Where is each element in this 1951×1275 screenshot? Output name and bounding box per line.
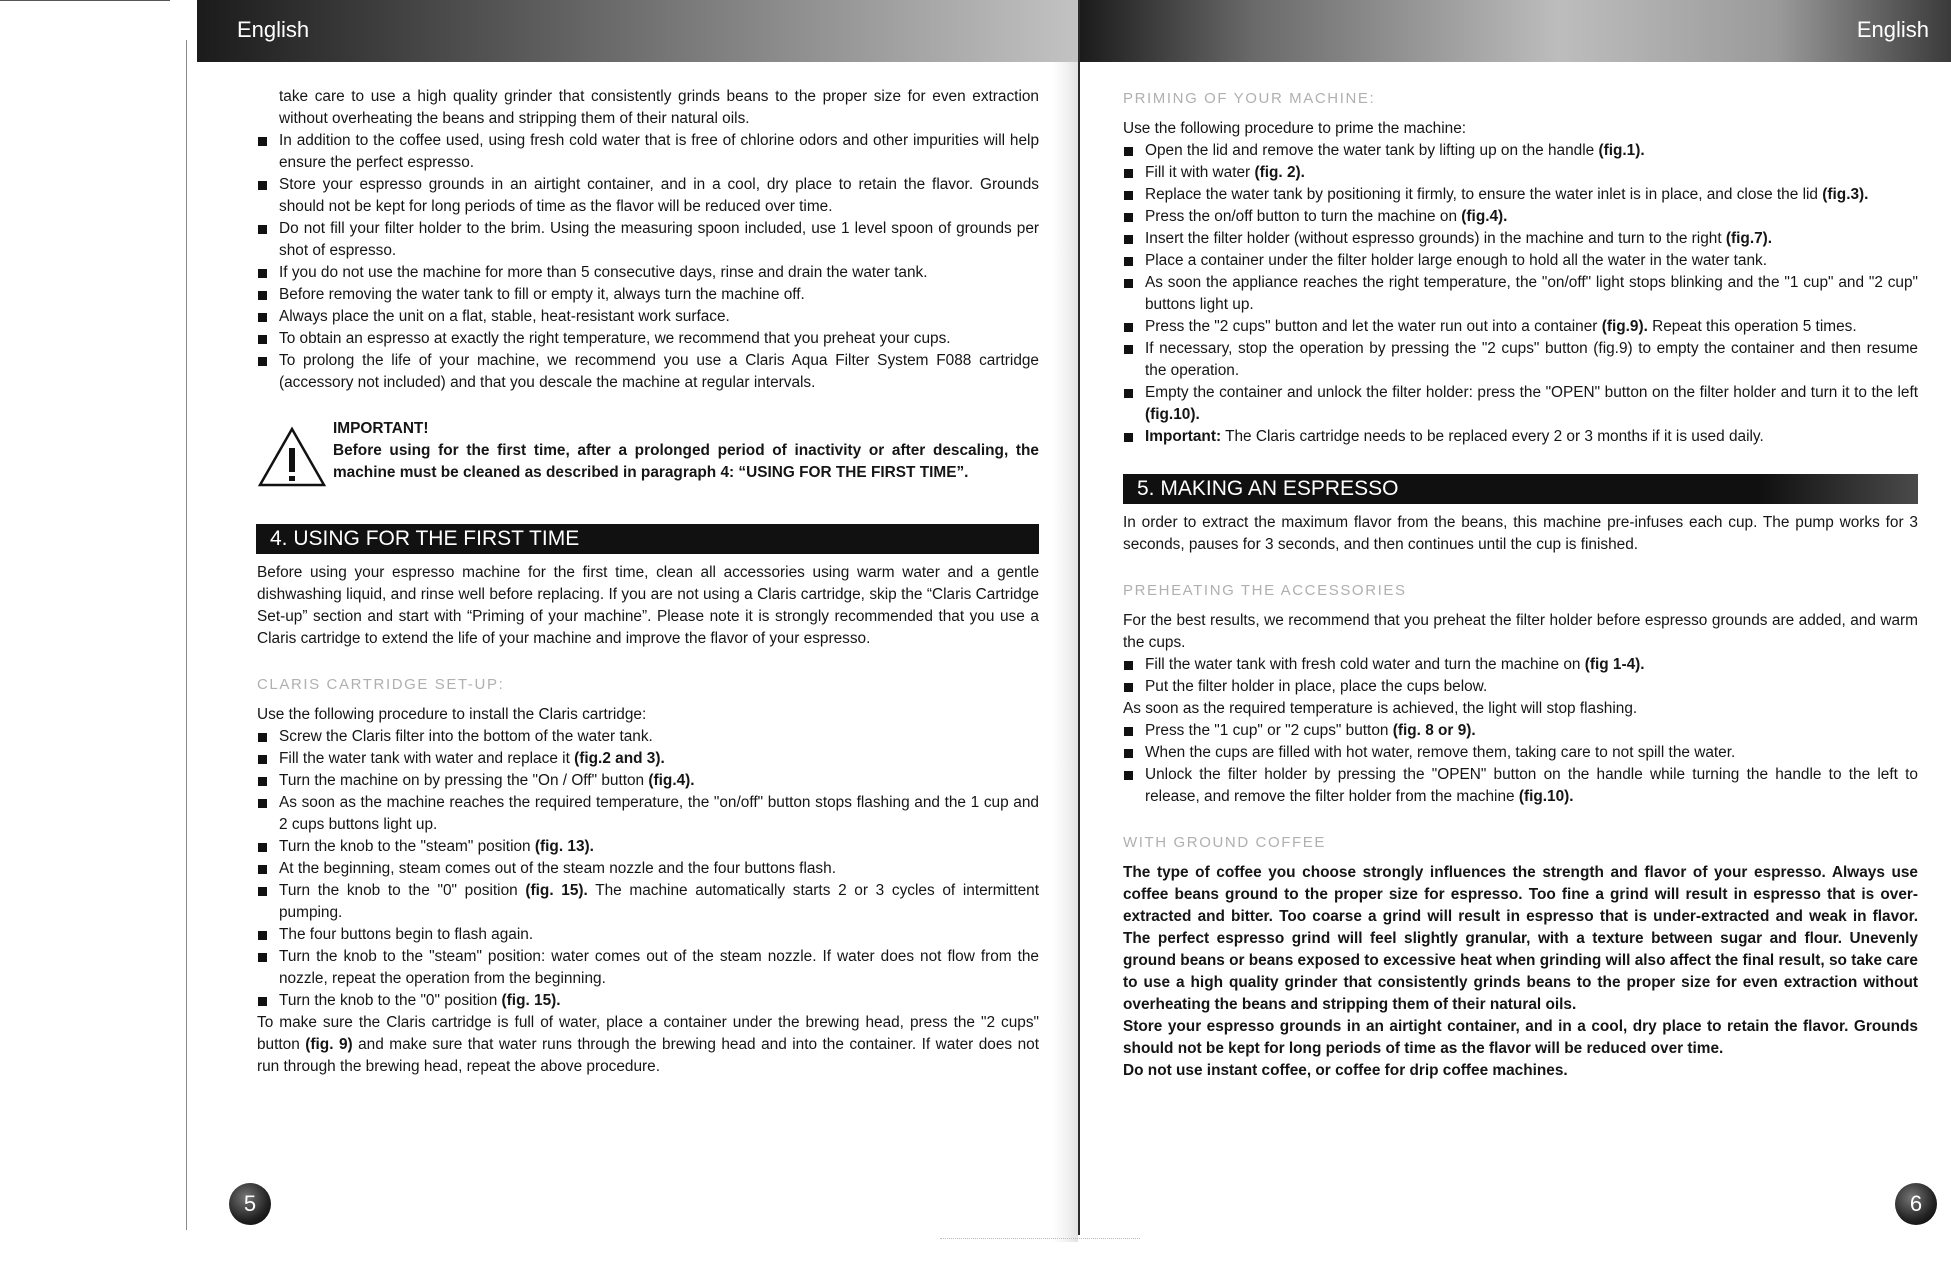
bullet-square [258, 799, 267, 808]
claris-step [257, 748, 1039, 770]
ground-paragraph-2: Store your espresso grounds in an airtight container, and in a cool, dry place to retain the flavor. Grounds should not be kept for long periods of time as the flavor will be reduced over time. [1123, 1018, 1918, 1057]
priming-step-text: Repeat this operation 5 times. [1647, 318, 1857, 335]
bullet-square [258, 865, 267, 874]
tip-item-text: Store your espresso grounds in an airtight container, and in a cool, dry place to retain the flavor. Grounds should not be kept for long periods of time as the flavor will be reduced over time. [279, 176, 1039, 215]
tip-item [257, 218, 1039, 262]
cup-step [1123, 720, 1918, 742]
tip-item [257, 306, 1039, 328]
tip-item [257, 284, 1039, 306]
tip-item [257, 130, 1039, 174]
priming-step [1123, 382, 1918, 426]
tip-item-text: In addition to the coffee used, using fresh cold water that is free of chlorine odors and other impurities will help ensure the perfect espresso. [279, 132, 1039, 171]
preheat-heading: PREHEATING THE ACCESSORIES [1123, 582, 1407, 599]
priming-important-item [1123, 426, 1918, 448]
priming-step [1123, 228, 1918, 250]
cup-step-figure-ref: (fig. 8 or 9). [1392, 722, 1476, 739]
bullet-square [1124, 749, 1133, 758]
claris-step-text: Turn the knob to the "steam" position [279, 838, 535, 855]
priming-step-text: If necessary, stop the operation by pressing the "2 cups" button (fig.9) to empty the container and then resume the operation. [1145, 340, 1918, 379]
priming-important [1123, 426, 1918, 448]
bullet-square [258, 843, 267, 852]
tip-item [257, 328, 1039, 350]
left-header-bar [197, 0, 1080, 62]
bullet-square [258, 931, 267, 940]
priming-step-figure-ref: (fig.3). [1822, 186, 1869, 203]
bullet-square [1124, 147, 1133, 156]
bullet-square [258, 733, 267, 742]
priming-step-text: Replace the water tank by positioning it firmly, to ensure the water inlet is in place, and close the lid [1145, 186, 1823, 203]
priming-step-figure-ref: (fig.7). [1725, 230, 1773, 247]
claris-lead: Use the following procedure to install the Claris cartridge: [257, 706, 647, 723]
bullet-square [1124, 169, 1133, 178]
bullet-square [1124, 191, 1133, 200]
bullet-square [258, 225, 267, 234]
claris-step [257, 770, 1039, 792]
tip-item-text: If you do not use the machine for more than 5 consecutive days, rinse and drain the water tank. [279, 264, 928, 281]
preheat-intro: For the best results, we recommend that you preheat the filter holder before espresso grounds are added, and warm the cups. [1123, 612, 1918, 651]
priming-step-text: Press the on/off button to turn the machine on [1145, 208, 1462, 225]
bullet-square [258, 137, 267, 146]
preheat-step [1123, 654, 1918, 676]
tip-item-text: Do not fill your filter holder to the brim. Using the measuring spoon included, use 1 level spoon of grounds per shot of espresso. [279, 220, 1039, 259]
bullet-square [1124, 279, 1133, 288]
claris-step [257, 836, 1039, 858]
bullet-square [258, 887, 267, 896]
preheat-step-text: Put the filter holder in place, place the cups below. [1145, 678, 1488, 695]
section-5-intro: In order to extract the maximum flavor from the beans, this machine pre-infuses each cup. The pump works for 3 seconds, pauses for 3 seconds, and then continues until the cup is finished. [1123, 514, 1918, 553]
priming-step-text: Place a container under the filter holder large enough to hold all the water in the water tank. [1145, 252, 1767, 269]
bullet-square [1124, 771, 1133, 780]
bottom-gutter-shadow [940, 1238, 1140, 1240]
important-text: Before using for the first time, after a prolonged period of inactivity or after descaling, the machine must be cleaned as described in paragraph 4: “USING FOR THE FIRST TIME”. [333, 442, 1039, 481]
claris-outro [257, 1012, 1039, 1078]
claris-step-text: The four buttons begin to flash again. [279, 926, 534, 943]
priming-lead: Use the following procedure to prime the machine: [1123, 120, 1467, 137]
claris-step-text: Fill the water tank with water and replace it [279, 750, 575, 767]
priming-step-figure-ref: (fig.10). [1145, 406, 1200, 423]
bullet-square [1124, 727, 1133, 736]
claris-step-text: Turn the knob to the "0" position [279, 882, 526, 899]
claris-step-text: Turn the knob to the "steam" position: water comes out of the steam nozzle. If water does not flow from the nozzle, repeat the operation from the beginning. [279, 948, 1039, 987]
bullet-square [258, 335, 267, 344]
preheat-step-figure-ref: (fig 1-4). [1584, 656, 1645, 673]
claris-heading: CLARIS CARTRIDGE SET-UP: [257, 676, 505, 693]
preheat-note: As soon as the required temperature is achieved, the light will stop flashing. [1123, 700, 1638, 717]
priming-step-text: Fill it with water [1145, 164, 1255, 181]
cup-steps-list [1123, 720, 1918, 808]
tip-item-text: Always place the unit on a flat, stable, heat-resistant work surface. [279, 308, 730, 325]
important-title: IMPORTANT! [333, 420, 429, 437]
section-5-title: 5. MAKING AN ESPRESSO [1123, 474, 1918, 504]
claris-step [257, 792, 1039, 836]
claris-outro-figure-ref: (fig. 9) [305, 1036, 353, 1053]
tip-item [257, 350, 1039, 394]
cup-step [1123, 764, 1918, 808]
tip-item-text: Before removing the water tank to fill or empty it, always turn the machine off. [279, 286, 805, 303]
priming-heading: PRIMING OF YOUR MACHINE: [1123, 90, 1376, 107]
bullet-square [1124, 257, 1133, 266]
bullet-square [1124, 683, 1133, 692]
claris-step-text: Turn the machine on by pressing the "On / Off" button [279, 772, 649, 789]
claris-steps-list [257, 726, 1039, 1012]
priming-step [1123, 140, 1918, 162]
bullet-square [258, 269, 267, 278]
priming-step-figure-ref: (fig.9). [1601, 318, 1648, 335]
priming-step-text: As soon the appliance reaches the right temperature, the "on/off" light stops blinking and the "1 cup" and "2 cup" buttons light up. [1145, 274, 1918, 313]
claris-step [257, 880, 1039, 924]
claris-outro-a: To make sure the Claris cartridge is full of water, place a container under the brewing head, press the "2 cups" button [257, 1014, 1039, 1053]
bullet-square [258, 997, 267, 1006]
tip-item [257, 262, 1039, 284]
priming-step [1123, 250, 1918, 272]
left-page-edge [186, 40, 187, 1230]
left-language-label: English [237, 17, 310, 42]
claris-step [257, 858, 1039, 880]
section-4-title: 4. USING FOR THE FIRST TIME [256, 524, 1039, 554]
cup-step [1123, 742, 1918, 764]
right-header-bar [1080, 0, 1951, 62]
claris-step [257, 946, 1039, 990]
priming-step-text: Insert the filter holder (without espresso grounds) in the machine and turn to the right [1145, 230, 1726, 247]
cup-step-text: Unlock the filter holder by pressing the "OPEN" button on the handle while turning the handle to the left to release, and remove the filter holder from the machine [1145, 766, 1918, 805]
page-number-left: 5 [229, 1183, 271, 1225]
warning-triangle-icon [257, 426, 327, 488]
priming-important-text: The Claris cartridge needs to be replaced every 2 or 3 months if it is used daily. [1221, 428, 1764, 445]
priming-important-label: Important: [1145, 428, 1222, 445]
claris-step-text: Screw the Claris filter into the bottom of the water tank. [279, 728, 653, 745]
claris-step-figure-ref: (fig.4). [648, 772, 695, 789]
preheat-step [1123, 676, 1918, 698]
bullet-square [1124, 235, 1133, 244]
claris-step [257, 990, 1039, 1012]
claris-step-text: At the beginning, steam comes out of the steam nozzle and the four buttons flash. [279, 860, 836, 877]
claris-step-text: Turn the knob to the "0" position [279, 992, 502, 1009]
bullet-square [258, 755, 267, 764]
tip-item-text: To prolong the life of your machine, we recommend you use a Claris Aqua Filter System F088 cartridge (accessory not included) and that you descale the machine at regular intervals. [279, 352, 1039, 391]
cup-step-text: Press the "1 cup" or "2 cups" button [1145, 722, 1393, 739]
claris-step-figure-ref: (fig.2 and 3). [574, 750, 665, 767]
page-number-right: 6 [1895, 1183, 1937, 1225]
priming-step-text: Open the lid and remove the water tank by lifting up on the handle [1145, 142, 1599, 159]
priming-step [1123, 162, 1918, 184]
bullet-square [1124, 389, 1133, 398]
priming-step-text: Empty the container and unlock the filter holder: press the "OPEN" button on the filter holder and turn it to the left [1145, 384, 1918, 401]
left-content [257, 86, 1039, 1078]
right-content [1123, 86, 1918, 1082]
priming-step [1123, 316, 1918, 338]
cup-step-figure-ref: (fig.10). [1518, 788, 1574, 805]
priming-step [1123, 206, 1918, 228]
right-language-label: English [1856, 17, 1929, 42]
bullet-square [1124, 345, 1133, 354]
claris-step-text: As soon as the machine reaches the required temperature, the "on/off" button stops flashing and the 1 cup and 2 cups buttons light up. [279, 794, 1039, 833]
bullet-square [258, 777, 267, 786]
claris-step [257, 924, 1039, 946]
claris-step-figure-ref: (fig. 13). [534, 838, 594, 855]
right-page [1080, 0, 1951, 1275]
bullet-square [1124, 661, 1133, 670]
priming-step [1123, 338, 1918, 382]
claris-step [257, 726, 1039, 748]
ground-paragraph-3: Do not use instant coffee, or coffee for drip coffee machines. [1123, 1062, 1568, 1079]
ground-paragraph-1: The type of coffee you choose strongly influences the strength and flavor of your espresso. Always use coffee beans ground to the proper size for espresso. Too fine a grind will result in espresso that is over-extracted and bitter. Too coarse a grind will result in espresso that is under-extracted and weak in flavor. The perfect espresso grind will feel slightly granular, with a texture between sugar and flour. Unevenly ground beans or beans exposed to excessive heat when grinding will also affect the final result, so take care to use a high quality grinder that consistently grinds beans to the proper size for even extraction without overheating the beans and stripping them of their natural oils. [1123, 864, 1918, 1013]
priming-steps-list [1123, 140, 1918, 426]
cup-step-text: When the cups are filled with hot water, remove them, taking care to not spill the water. [1145, 744, 1736, 761]
bullet-square [1124, 213, 1133, 222]
claris-step-text: The machine automatically starts 2 or 3 cycles of intermittent pumping. [279, 882, 1039, 921]
priming-step-figure-ref: (fig.1). [1598, 142, 1645, 159]
claris-step-figure-ref: (fig. 15). [501, 992, 561, 1009]
bullet-square [258, 357, 267, 366]
priming-step [1123, 184, 1918, 206]
tip-item-text: To obtain an espresso at exactly the right temperature, we recommend that you preheat your cups. [279, 330, 951, 347]
tips-list [257, 130, 1039, 394]
section-4-intro: Before using your espresso machine for the first time, clean all accessories using warm water and a gentle dishwashing liquid, and rinse well before replacing. If you are not using a Claris cartridge, skip the “Claris Cartridge Set-up” section and start with “Priming of your machine”. Please note it is strongly recommended that you use a Claris cartridge to extend the life of your machine and improve the flavor of your espresso. [257, 564, 1039, 647]
tip-item [257, 174, 1039, 218]
priming-step [1123, 272, 1918, 316]
bullet-square [258, 181, 267, 190]
intro-continuation: take care to use a high quality grinder that consistently grinds beans to the proper size for even extraction without overheating the beans and stripping them of their natural oils. [279, 88, 1039, 127]
claris-step-figure-ref: (fig. 15). [525, 882, 588, 899]
priming-step-figure-ref: (fig. 2). [1254, 164, 1305, 181]
priming-step-figure-ref: (fig.4). [1461, 208, 1508, 225]
bullet-square [258, 291, 267, 300]
priming-step-text: Press the "2 cups" button and let the water run out into a container [1145, 318, 1602, 335]
claris-outro-b: and make sure that water runs through the brewing head and into the container. If water does not run through the brewing head, repeat the above procedure. [257, 1036, 1039, 1075]
bullet-square [1124, 323, 1133, 332]
preheat-steps-list [1123, 654, 1918, 698]
important-notice [257, 418, 1039, 498]
preheat-step-text: Fill the water tank with fresh cold water and turn the machine on [1145, 656, 1585, 673]
bullet-square [258, 313, 267, 322]
spine-shadow [1052, 62, 1078, 1242]
bullet-square [258, 953, 267, 962]
ground-coffee-heading: WITH GROUND COFFEE [1123, 834, 1326, 851]
